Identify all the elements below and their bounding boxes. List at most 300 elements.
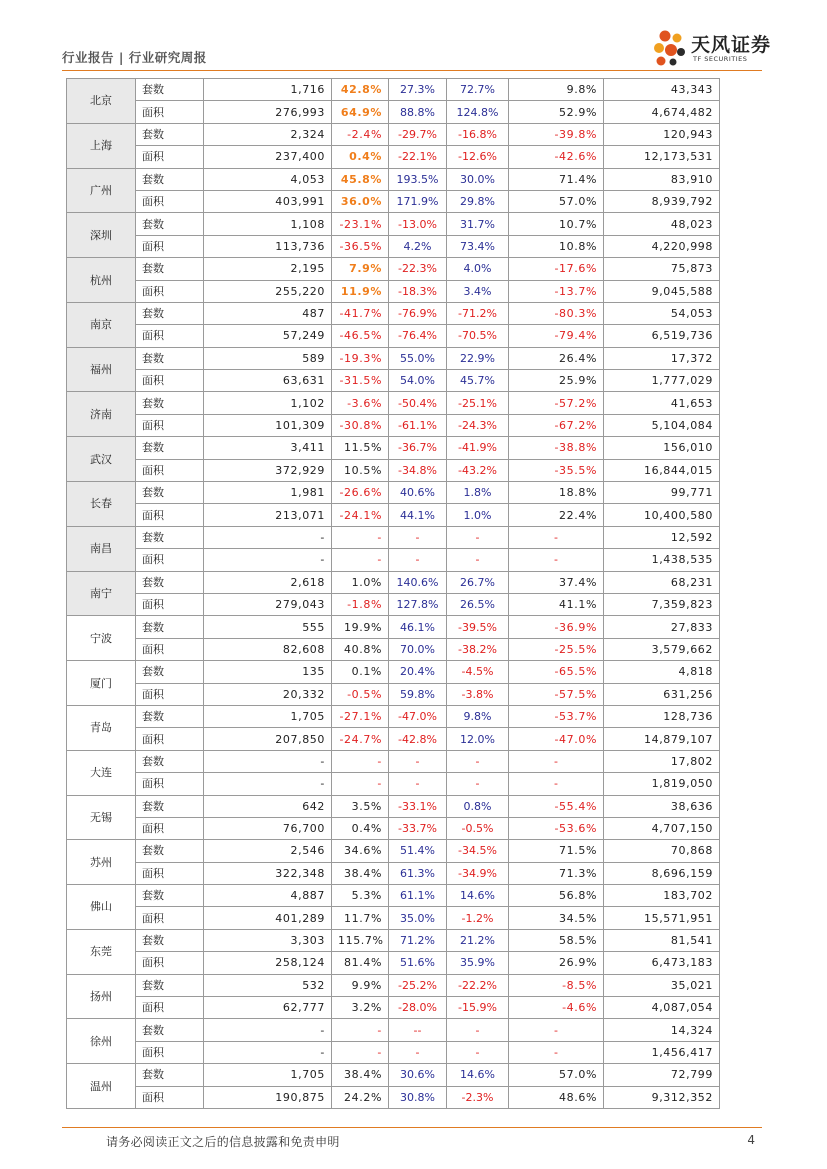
table-row xyxy=(67,885,720,907)
value-cell: - xyxy=(204,549,332,571)
percent-cell: 124.8% xyxy=(447,101,509,123)
percent-cell: - xyxy=(389,526,447,548)
metric-label: 套数 xyxy=(136,258,204,280)
percent-cell: -36.5% xyxy=(332,235,389,257)
value-cell: 1,705 xyxy=(204,705,332,727)
percent-cell: -22.1% xyxy=(389,146,447,168)
percent-cell: - xyxy=(389,1041,447,1063)
percent-cell: -33.1% xyxy=(389,795,447,817)
percent-cell: -61.1% xyxy=(389,414,447,436)
value-cell: 14,879,107 xyxy=(604,728,720,750)
value-cell: 20,332 xyxy=(204,683,332,705)
percent-cell: -71.2% xyxy=(447,302,509,324)
percent-cell: 36.0% xyxy=(332,190,389,212)
percent-cell: 34.6% xyxy=(332,840,389,862)
metric-label: 套数 xyxy=(136,750,204,772)
percent-cell: -0.5% xyxy=(332,683,389,705)
metric-label: 套数 xyxy=(136,437,204,459)
percent-cell: -0.5% xyxy=(447,817,509,839)
value-cell: 2,546 xyxy=(204,840,332,862)
header-divider xyxy=(62,70,762,71)
percent-cell: -24.1% xyxy=(332,504,389,526)
city-name: 武汉 xyxy=(67,437,136,482)
percent-cell: 24.2% xyxy=(332,1086,389,1108)
value-cell: 1,981 xyxy=(204,482,332,504)
metric-label: 套数 xyxy=(136,213,204,235)
city-name: 北京 xyxy=(67,79,136,124)
percent-cell: 5.3% xyxy=(332,885,389,907)
percent-cell: -36.9% xyxy=(509,616,604,638)
value-cell: 213,071 xyxy=(204,504,332,526)
value-cell: 48,023 xyxy=(604,213,720,235)
metric-label: 套数 xyxy=(136,168,204,190)
value-cell: 401,289 xyxy=(204,907,332,929)
percent-cell: 22.9% xyxy=(447,347,509,369)
percent-cell: - xyxy=(332,526,389,548)
table-row xyxy=(67,840,720,862)
city-name: 东莞 xyxy=(67,929,136,974)
value-cell: 14,324 xyxy=(604,1019,720,1041)
metric-label: 面积 xyxy=(136,190,204,212)
value-cell: 372,929 xyxy=(204,459,332,481)
percent-cell: 3.5% xyxy=(332,795,389,817)
percent-cell: 171.9% xyxy=(389,190,447,212)
percent-cell: -13.7% xyxy=(509,280,604,302)
city-name: 杭州 xyxy=(67,258,136,303)
percent-cell: 10.5% xyxy=(332,459,389,481)
percent-cell: -18.3% xyxy=(389,280,447,302)
metric-label: 套数 xyxy=(136,571,204,593)
percent-cell: 58.5% xyxy=(509,929,604,951)
table-row xyxy=(67,795,720,817)
percent-cell: -39.8% xyxy=(509,123,604,145)
percent-cell: 29.8% xyxy=(447,190,509,212)
city-name: 福州 xyxy=(67,347,136,392)
table-row xyxy=(67,79,720,101)
percent-cell: - xyxy=(332,1019,389,1041)
value-cell: 207,850 xyxy=(204,728,332,750)
percent-cell: -25.5% xyxy=(509,638,604,660)
percent-cell: - xyxy=(447,773,509,795)
table-row xyxy=(67,817,720,839)
value-cell: 1,819,050 xyxy=(604,773,720,795)
percent-cell: - xyxy=(447,526,509,548)
value-cell: 8,696,159 xyxy=(604,862,720,884)
city-name: 苏州 xyxy=(67,840,136,885)
percent-cell: - xyxy=(332,549,389,571)
metric-label: 套数 xyxy=(136,661,204,683)
report-header: 行业报告 | 行业研究周报 xyxy=(62,50,207,65)
percent-cell: -8.5% xyxy=(509,974,604,996)
percent-cell: 7.9% xyxy=(332,258,389,280)
city-name: 济南 xyxy=(67,392,136,437)
value-cell: 190,875 xyxy=(204,1086,332,1108)
metric-label: 面积 xyxy=(136,1041,204,1063)
value-cell: 4,087,054 xyxy=(604,997,720,1019)
metric-label: 套数 xyxy=(136,1019,204,1041)
table-row xyxy=(67,280,720,302)
value-cell: 4,053 xyxy=(204,168,332,190)
percent-cell: 4.0% xyxy=(447,258,509,280)
city-name: 扬州 xyxy=(67,974,136,1019)
value-cell: 4,818 xyxy=(604,661,720,683)
value-cell: 4,220,998 xyxy=(604,235,720,257)
value-cell: 2,195 xyxy=(204,258,332,280)
percent-cell: -53.7% xyxy=(509,705,604,727)
percent-cell: -76.9% xyxy=(389,302,447,324)
percent-cell: - xyxy=(447,750,509,772)
city-name: 厦门 xyxy=(67,661,136,706)
page-number: 4 xyxy=(747,1133,755,1147)
percent-cell: -42.8% xyxy=(389,728,447,750)
percent-cell: 71.2% xyxy=(389,929,447,951)
table-row xyxy=(67,773,720,795)
value-cell: 76,700 xyxy=(204,817,332,839)
percent-cell: -41.7% xyxy=(332,302,389,324)
table-row xyxy=(67,1064,720,1086)
percent-cell: -55.4% xyxy=(509,795,604,817)
percent-cell: -12.6% xyxy=(447,146,509,168)
percent-cell: -2.3% xyxy=(447,1086,509,1108)
value-cell: 70,868 xyxy=(604,840,720,862)
percent-cell: 26.5% xyxy=(447,593,509,615)
table-row xyxy=(67,526,720,548)
percent-cell: 0.4% xyxy=(332,817,389,839)
percent-cell: 25.9% xyxy=(509,370,604,392)
disclaimer-text: 请务必阅读正文之后的信息披露和免责申明 xyxy=(106,1135,340,1149)
value-cell: - xyxy=(204,1019,332,1041)
city-name: 长春 xyxy=(67,482,136,527)
city-name: 佛山 xyxy=(67,885,136,930)
percent-cell: 115.7% xyxy=(332,929,389,951)
value-cell: 82,608 xyxy=(204,638,332,660)
metric-label: 套数 xyxy=(136,123,204,145)
table-row xyxy=(67,347,720,369)
metric-label: 套数 xyxy=(136,526,204,548)
percent-cell: -24.3% xyxy=(447,414,509,436)
percent-cell: 71.4% xyxy=(509,168,604,190)
value-cell: - xyxy=(204,750,332,772)
percent-cell: -28.0% xyxy=(389,997,447,1019)
city-name: 温州 xyxy=(67,1064,136,1109)
value-cell: 4,674,482 xyxy=(604,101,720,123)
metric-label: 面积 xyxy=(136,952,204,974)
value-cell: 9,045,588 xyxy=(604,280,720,302)
table-row xyxy=(67,414,720,436)
percent-cell: 35.0% xyxy=(389,907,447,929)
city-name: 无锡 xyxy=(67,795,136,840)
percent-cell: 20.4% xyxy=(389,661,447,683)
percent-cell: - xyxy=(389,549,447,571)
percent-cell: 140.6% xyxy=(389,571,447,593)
value-cell: 279,043 xyxy=(204,593,332,615)
percent-cell: 26.7% xyxy=(447,571,509,593)
percent-cell: 57.0% xyxy=(509,1064,604,1086)
value-cell: 487 xyxy=(204,302,332,324)
value-cell: 4,707,150 xyxy=(604,817,720,839)
percent-cell: -79.4% xyxy=(509,325,604,347)
logo-flower-icon xyxy=(651,28,691,68)
metric-label: 套数 xyxy=(136,840,204,862)
percent-cell: 88.8% xyxy=(389,101,447,123)
percent-cell: - xyxy=(332,750,389,772)
percent-cell: -34.9% xyxy=(447,862,509,884)
value-cell: 75,873 xyxy=(604,258,720,280)
table-row xyxy=(67,907,720,929)
metric-label: 面积 xyxy=(136,504,204,526)
value-cell: 1,102 xyxy=(204,392,332,414)
value-cell: 1,108 xyxy=(204,213,332,235)
metric-label: 面积 xyxy=(136,325,204,347)
percent-cell: -38.8% xyxy=(509,437,604,459)
percent-cell: 0.4% xyxy=(332,146,389,168)
percent-cell: 38.4% xyxy=(332,862,389,884)
percent-cell: - xyxy=(509,526,604,548)
percent-cell: -23.1% xyxy=(332,213,389,235)
percent-cell: 52.9% xyxy=(509,101,604,123)
percent-cell: 1.8% xyxy=(447,482,509,504)
city-name: 宁波 xyxy=(67,616,136,661)
table-row xyxy=(67,482,720,504)
table-row xyxy=(67,1019,720,1041)
value-cell: 3,579,662 xyxy=(604,638,720,660)
percent-cell: - xyxy=(509,773,604,795)
percent-cell: - xyxy=(389,773,447,795)
percent-cell: 61.3% xyxy=(389,862,447,884)
percent-cell: 18.8% xyxy=(509,482,604,504)
value-cell: 1,456,417 xyxy=(604,1041,720,1063)
value-cell: 555 xyxy=(204,616,332,638)
table-row xyxy=(67,370,720,392)
city-name: 上海 xyxy=(67,123,136,168)
percent-cell: -1.2% xyxy=(447,907,509,929)
percent-cell: 73.4% xyxy=(447,235,509,257)
value-cell: 1,438,535 xyxy=(604,549,720,571)
table-row xyxy=(67,235,720,257)
value-cell: 6,473,183 xyxy=(604,952,720,974)
metric-label: 面积 xyxy=(136,280,204,302)
percent-cell: 81.4% xyxy=(332,952,389,974)
value-cell: 62,777 xyxy=(204,997,332,1019)
percent-cell: -57.5% xyxy=(509,683,604,705)
percent-cell: -25.1% xyxy=(447,392,509,414)
percent-cell: 45.7% xyxy=(447,370,509,392)
metric-label: 套数 xyxy=(136,482,204,504)
value-cell: 1,705 xyxy=(204,1064,332,1086)
table-row xyxy=(67,1086,720,1108)
percent-cell: -27.1% xyxy=(332,705,389,727)
percent-cell: -47.0% xyxy=(389,705,447,727)
metric-label: 面积 xyxy=(136,370,204,392)
metric-label: 套数 xyxy=(136,302,204,324)
percent-cell: -57.2% xyxy=(509,392,604,414)
percent-cell: 71.5% xyxy=(509,840,604,862)
metric-label: 套数 xyxy=(136,1064,204,1086)
percent-cell: -29.7% xyxy=(389,123,447,145)
value-cell: 2,324 xyxy=(204,123,332,145)
percent-cell: 34.5% xyxy=(509,907,604,929)
city-name: 南京 xyxy=(67,302,136,347)
percent-cell: -67.2% xyxy=(509,414,604,436)
value-cell: 183,702 xyxy=(604,885,720,907)
metric-label: 面积 xyxy=(136,728,204,750)
percent-cell: 11.5% xyxy=(332,437,389,459)
percent-cell: 71.3% xyxy=(509,862,604,884)
metric-label: 面积 xyxy=(136,549,204,571)
city-name: 徐州 xyxy=(67,1019,136,1064)
percent-cell: 11.7% xyxy=(332,907,389,929)
percent-cell: -42.6% xyxy=(509,146,604,168)
percent-cell: 30.8% xyxy=(389,1086,447,1108)
value-cell: 322,348 xyxy=(204,862,332,884)
metric-label: 面积 xyxy=(136,773,204,795)
city-sales-table xyxy=(66,78,720,1109)
percent-cell: - xyxy=(509,1041,604,1063)
tf-securities-logo xyxy=(651,28,772,68)
percent-cell: 26.4% xyxy=(509,347,604,369)
value-cell: - xyxy=(204,1041,332,1063)
city-name: 大连 xyxy=(67,750,136,795)
percent-cell: -3.8% xyxy=(447,683,509,705)
value-cell: 72,799 xyxy=(604,1064,720,1086)
percent-cell: -80.3% xyxy=(509,302,604,324)
value-cell: 43,343 xyxy=(604,79,720,101)
percent-cell: 30.0% xyxy=(447,168,509,190)
percent-cell: -2.4% xyxy=(332,123,389,145)
footer-divider xyxy=(62,1127,762,1128)
value-cell: 120,943 xyxy=(604,123,720,145)
percent-cell: -4.5% xyxy=(447,661,509,683)
percent-cell: -15.9% xyxy=(447,997,509,1019)
value-cell: 7,359,823 xyxy=(604,593,720,615)
table-row xyxy=(67,1041,720,1063)
percent-cell: - xyxy=(447,1041,509,1063)
percent-cell: 3.2% xyxy=(332,997,389,1019)
table-row xyxy=(67,929,720,951)
value-cell: 255,220 xyxy=(204,280,332,302)
value-cell: - xyxy=(204,526,332,548)
percent-cell: -30.8% xyxy=(332,414,389,436)
percent-cell: -34.8% xyxy=(389,459,447,481)
percent-cell: -1.8% xyxy=(332,593,389,615)
value-cell: 532 xyxy=(204,974,332,996)
percent-cell: 42.8% xyxy=(332,79,389,101)
percent-cell: -4.6% xyxy=(509,997,604,1019)
table-row xyxy=(67,997,720,1019)
value-cell: 276,993 xyxy=(204,101,332,123)
value-cell: 258,124 xyxy=(204,952,332,974)
percent-cell: -26.6% xyxy=(332,482,389,504)
value-cell: 631,256 xyxy=(604,683,720,705)
value-cell: 3,303 xyxy=(204,929,332,951)
percent-cell: 26.9% xyxy=(509,952,604,974)
value-cell: 68,231 xyxy=(604,571,720,593)
percent-cell: -3.6% xyxy=(332,392,389,414)
percent-cell: -53.6% xyxy=(509,817,604,839)
table-row xyxy=(67,862,720,884)
metric-label: 面积 xyxy=(136,101,204,123)
table-row xyxy=(67,593,720,615)
percent-cell: -34.5% xyxy=(447,840,509,862)
percent-cell: - xyxy=(447,1019,509,1041)
table-row xyxy=(67,302,720,324)
table-row xyxy=(67,549,720,571)
percent-cell: 11.9% xyxy=(332,280,389,302)
table-row xyxy=(67,437,720,459)
value-cell: 81,541 xyxy=(604,929,720,951)
table-row xyxy=(67,101,720,123)
percent-cell: - xyxy=(509,1019,604,1041)
percent-cell: - xyxy=(509,750,604,772)
value-cell: 642 xyxy=(204,795,332,817)
value-cell: 38,636 xyxy=(604,795,720,817)
percent-cell: 64.9% xyxy=(332,101,389,123)
table-row xyxy=(67,683,720,705)
percent-cell: 31.7% xyxy=(447,213,509,235)
value-cell: 41,653 xyxy=(604,392,720,414)
percent-cell: -16.8% xyxy=(447,123,509,145)
value-cell: 3,411 xyxy=(204,437,332,459)
percent-cell: 35.9% xyxy=(447,952,509,974)
metric-label: 套数 xyxy=(136,616,204,638)
percent-cell: -22.3% xyxy=(389,258,447,280)
percent-cell: -41.9% xyxy=(447,437,509,459)
percent-cell: 21.2% xyxy=(447,929,509,951)
table-row xyxy=(67,974,720,996)
city-name: 广州 xyxy=(67,168,136,213)
table-row xyxy=(67,705,720,727)
value-cell: 17,372 xyxy=(604,347,720,369)
percent-cell: 30.6% xyxy=(389,1064,447,1086)
percent-cell: -47.0% xyxy=(509,728,604,750)
metric-label: 套数 xyxy=(136,392,204,414)
percent-cell: 41.1% xyxy=(509,593,604,615)
value-cell: 12,592 xyxy=(604,526,720,548)
percent-cell: 57.0% xyxy=(509,190,604,212)
metric-label: 面积 xyxy=(136,907,204,929)
table-row xyxy=(67,459,720,481)
value-cell: 17,802 xyxy=(604,750,720,772)
percent-cell: 4.2% xyxy=(389,235,447,257)
value-cell: 99,771 xyxy=(604,482,720,504)
value-cell: 16,844,015 xyxy=(604,459,720,481)
metric-label: 面积 xyxy=(136,638,204,660)
metric-label: 面积 xyxy=(136,997,204,1019)
value-cell: 589 xyxy=(204,347,332,369)
metric-label: 面积 xyxy=(136,146,204,168)
percent-cell: -33.7% xyxy=(389,817,447,839)
percent-cell: 48.6% xyxy=(509,1086,604,1108)
percent-cell: 1.0% xyxy=(332,571,389,593)
value-cell: 237,400 xyxy=(204,146,332,168)
city-name: 南宁 xyxy=(67,571,136,616)
value-cell: 113,736 xyxy=(204,235,332,257)
value-cell: 5,104,084 xyxy=(604,414,720,436)
percent-cell: 10.7% xyxy=(509,213,604,235)
city-name: 南昌 xyxy=(67,526,136,571)
percent-cell: -36.7% xyxy=(389,437,447,459)
value-cell: 57,249 xyxy=(204,325,332,347)
percent-cell: 40.6% xyxy=(389,482,447,504)
percent-cell: -35.5% xyxy=(509,459,604,481)
percent-cell: 22.4% xyxy=(509,504,604,526)
metric-label: 面积 xyxy=(136,459,204,481)
percent-cell: - xyxy=(509,549,604,571)
value-cell: 27,833 xyxy=(604,616,720,638)
percent-cell: 0.8% xyxy=(447,795,509,817)
value-cell: 12,173,531 xyxy=(604,146,720,168)
table-row xyxy=(67,258,720,280)
